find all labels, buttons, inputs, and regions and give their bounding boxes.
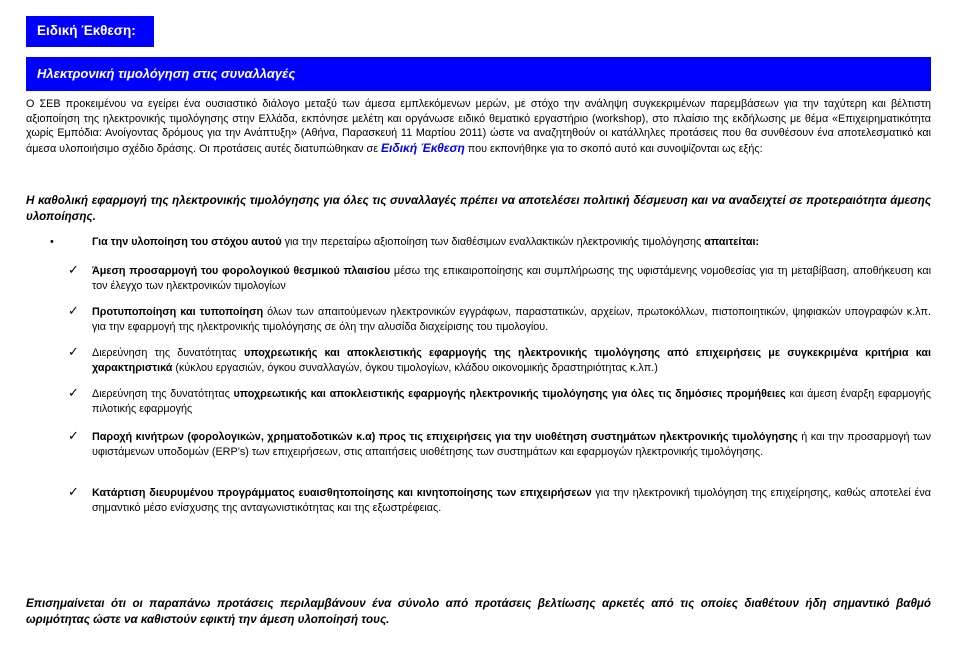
list-item-body-2: (κύκλου εργασιών, όγκου συναλλαγών, όγκου τιμολογίων, κλάδου οικονομικής δραστηριότητας κ.λπ.) [172,362,658,374]
closing-note: Επισημαίνεται ότι οι παραπάνω προτάσεις περιλαμβάνουν ένα σύνολο από προτάσεις βελτίωσης αρκετές από τις οποίες διαθέτουν ήδη σημαντικό βαθμό ωριμότητας ώστε να καθιστούν εφικτή την άμεση υλοποίησή τους. [26,597,931,626]
checkmark-icon: ✓ [68,304,79,319]
checkmark-icon: ✓ [68,263,79,278]
list-item-text [92,387,931,417]
bullet-text [92,235,759,250]
checkmark-icon: ✓ [68,345,79,360]
list-item-text [92,486,931,516]
bullet-body: για την περεταίρω αξιοποίηση των διαθέσιμων εναλλακτικών ηλεκτρονικής τιμολόγησης [281,236,705,248]
special-report-link[interactable]: Ειδική Έκθεση [381,140,465,155]
headline-statement: Η καθολική εφαρμογή της ηλεκτρονικής τιμολόγησης για όλες τις συναλλαγές πρέπει να αποτελέσει πολιτική δέσμευση και να αναδειχτεί σε προτεραιότητα άμεσης υλοποίησης. [26,194,931,223]
list-item-bold-2: υποχρεωτικής και αποκλειστικής εφαρμογής της ηλεκτρονικής τιμολόγησης από επιχειρήσεις με συγκεκριμένα κριτήρια και χαρακτηριστικά [92,347,932,374]
list-item-body: μέσω της επικαιροποίησης και συμπλήρωσης της υφιστάμενης νομοθεσίας για τη μεταβίβαση, αποθήκευση και τον έλεγχο των ηλεκτρονικών τιμολογίων [92,265,931,292]
list-item-text [92,264,931,294]
section-tab [26,16,154,47]
banner-title: Ηλεκτρονική τιμολόγηση στις συναλλαγές [37,66,296,81]
checkmark-icon: ✓ [68,386,79,401]
list-item-text [92,430,931,460]
section-banner [26,57,931,91]
list-item-text [92,305,931,335]
list-item-bold-2: υποχρεωτικής και αποκλειστικής εφαρμογής ηλεκτρονικής τιμολόγησης για όλες τις δημόσιες προμήθειες [233,388,786,400]
list-item-body: όλων των απαιτούμενων ηλεκτρονικών εγγράφων, παραστατικών, αρχείων, πρωτοκόλλων, πιστοποιητικών, ψηφιακών υπογραφών κ.λπ. για την εφαρμογή της ηλεκτρονικής τιμολόγησης σε όλη την αλυσίδα διαχείρισης του τιμολογίου. [92,306,931,333]
list-item-bold: Άμεση προσαρμογή του φορολογικού θεσμικού πλαισίου [92,265,391,277]
list-item-bold: Κατάρτιση διευρυμένου προγράμματος ευαισθητοποίησης και κινητοποίησης των επιχειρήσεων [92,487,592,499]
list-item-text [92,346,931,376]
list-item-body: Διερεύνηση της δυνατότητας [92,347,244,359]
list-item-body-2: και άμεση έναρξη εφαρμογής πιλοτικής εφαρμογής [92,388,931,415]
bullet-icon: • [50,236,54,248]
checkmark-icon: ✓ [68,485,79,500]
intro-paragraph [26,97,931,156]
list-item-body: Διερεύνηση της δυνατότητας [92,388,234,400]
checkmark-icon: ✓ [68,429,79,444]
section-tab-label: Ειδική Έκθεση: [37,23,136,38]
list-item-body: για την ηλεκτρονική τιμολόγηση της επιχείρησης, καθώς αποτελεί ένα σημαντικό μέσο ενίσχυσης της ανταγωνιστικότητας και της εξωστρέφειας. [92,487,931,514]
list-item-bold: Παροχή κινήτρων (φορολογικών, χρηματοδοτικών κ.α) προς τις επιχειρήσεις για την υιοθέτηση συστημάτων ηλεκτρονικής τιμολόγησης [92,431,798,443]
bullet-bold-lead: Για την υλοποίηση του στόχου αυτού [92,236,282,248]
bullet-bold-tail: απαιτείται: [704,236,760,248]
list-item-bold: Προτυποποίηση και τυποποίηση [92,306,264,318]
intro-text-end: που εκπονήθηκε για το σκοπό αυτό και συνοψίζονται ως εξής: [464,142,763,155]
intro-text-start: Ο ΣΕΒ προκειμένου να εγείρει ένα ουσιαστικό διάλογο μεταξύ των άμεσα εμπλεκόμενων μερών, με στόχο την ανάληψη συγκεκριμένων παρεμβάσεων για την ταχύτερη και βέλτιστη αξιοποίηση της ηλεκτρονικής τιμολόγησης στην Ελλάδα, εκπόνησε μελέτη και οργάνωσε ειδικό θεματικό εργαστήριο (workshop), στο πλαίσιο της εκδήλωσης με θέμα «Επιχειρηματικότητα χωρίς Εμπόδια: Ανοίγοντας δρόμους για την Ανάπτυξη» (Αθήνα, Παρασκευή 11 Μαρτίου 2011) ώστε να αναζητηθούν οι κατάλληλες προτάσεις που θα συνθέσουν ένα αποτελεσματικό και άμεσα υλοποιήσιμο σχέδιο δράσης. Οι προτάσεις αυτές διατυπώθηκαν σε [26,98,931,155]
list-item-body: ή και την προσαρμογή των υφιστάμενων υποδομών (ERP’s) των επιχειρήσεων, στις απαιτήσεις υιοθέτησης των συστημάτων και εφαρμογών ηλεκτρονικής τιμολόγησης. [92,431,931,458]
